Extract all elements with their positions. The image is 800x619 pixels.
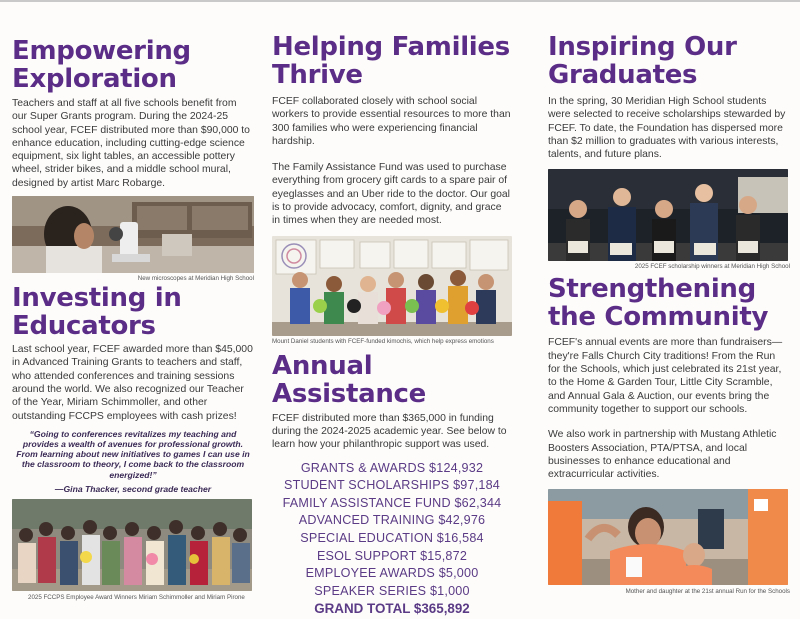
quote-attribution: —Gina Thacker, second grade teacher [54, 483, 212, 494]
teacher-quote: “Going to conferences revitalizes my teaching and provides a wealth of avenues for professional growth. From learning about new initiatives to games I can use in the classroom to theory, I come back to the classroom energized!” [16, 428, 250, 480]
para-super-grants: Teachers and staff at all five schools benefit from our Super Grants program. During the 2024-25 school year, FCEF distributed more than $90,000 to enhance education, including cutting-edge science equipment, six light tables, an accessible pottery wheel, strider bikes, and a middle school mural, designed by artist Marc Robarge. [12, 98, 250, 189]
allocation-row: FAMILY ASSISTANCE FUND $62,344 [282, 495, 502, 510]
column-right [548, 30, 790, 596]
allocation-row: GRANTS & AWARDS $124,932 [300, 460, 484, 475]
heading-inspiring-graduates: Inspiring Our Graduates [548, 32, 737, 90]
caption-scholarship-winners: 2025 FCEF scholarship winners at Meridian High School [634, 263, 790, 271]
photo-scholarship-winners [548, 169, 788, 261]
heading-investing-educators: Investing in Educators [12, 283, 182, 342]
allocation-row: EMPLOYEE AWARDS $5,000 [305, 566, 479, 581]
para-advanced-training: Last school year, FCEF awarded more than $45,000 in Advanced Training Grants to teachers and staff, who attended conferences and training sessions around the world. We also recognized our Teacher of the Year, Miriam Schimmoller, and other outstanding FCCPS employees with cash prizes! [12, 344, 253, 422]
allocation-row: SPEAKER SERIES $1,000 [314, 583, 470, 598]
top-rule [0, 0, 800, 2]
heading-strengthening-community: Strengthening the Community [548, 274, 769, 333]
grand-total: GRAND TOTAL $365,892 [314, 601, 470, 617]
heading-empowering-exploration: Empowering Exploration [12, 36, 191, 94]
para-annual-events: FCEF's annual events are more than fundraisers— they're Falls Church City traditions! From the Run for the Schools, which just celebrated its 21st year, to the Home & Garden Tour, Little City Scramble, and Annual Gala & Auction, our events bring the community together to support our schools. [548, 337, 783, 415]
allocation-list [272, 460, 512, 619]
heading-annual-assistance: Annual Assistance [272, 350, 426, 409]
para-scholarships: In the spring, 30 Meridian High School students were selected to receive scholarships stewarded by FCEF. To date, the Foundation has dispersed more than $2 million to graduates with various interests, talents, and future plans. [548, 96, 786, 161]
allocation-row: ADVANCED TRAINING $42,976 [298, 513, 486, 528]
photo-kimochis [272, 236, 512, 336]
caption-kimochis: Mount Daniel students with FCEF-funded kimochis, which help express emotions [272, 337, 494, 345]
allocation-row: ESOL SUPPORT $15,872 [316, 548, 468, 563]
para-partnerships: We also work in partnership with Mustang Athletic Boosters Association, PTA/PTSA, and local businesses to enhance educational and extracurricular activities. [548, 429, 777, 481]
photo-employee-awards [12, 499, 252, 591]
column-middle [272, 30, 512, 618]
allocation-row: SPECIAL EDUCATION $16,584 [300, 530, 484, 545]
heading-helping-families: Helping Families Thrive [272, 32, 510, 90]
photo-microscope [12, 196, 254, 273]
caption-run-for-schools: Mother and daughter at the 21st annual Run for the Schools [625, 588, 790, 596]
para-social-workers: FCEF collaborated closely with school social workers to provide essential resources to more than 300 families who were experiencing financial hardship. [272, 96, 511, 147]
allocation-row: STUDENT SCHOLARSHIPS $97,184 [283, 478, 501, 493]
caption-microscope: New microscopes at Meridian High School [137, 275, 254, 283]
column-left [12, 30, 254, 602]
caption-employee-awards: 2025 FCCPS Employee Award Winners Miriam Schimmoller and Miriam Pirone [28, 594, 245, 602]
photo-run-for-schools [548, 489, 788, 585]
para-annual-funding: FCEF distributed more than $365,000 in funding during the 2024-2025 academic year. See below to learn how your philanthropic support was used. [272, 412, 507, 451]
para-family-assistance: The Family Assistance Fund was used to purchase everything from grocery gift cards to a spare pair of eyeglasses and an Uber ride to the doctor. Our goal is to provide advocacy, comfort, dignity, and grace in times when they are needed most. [272, 162, 510, 227]
